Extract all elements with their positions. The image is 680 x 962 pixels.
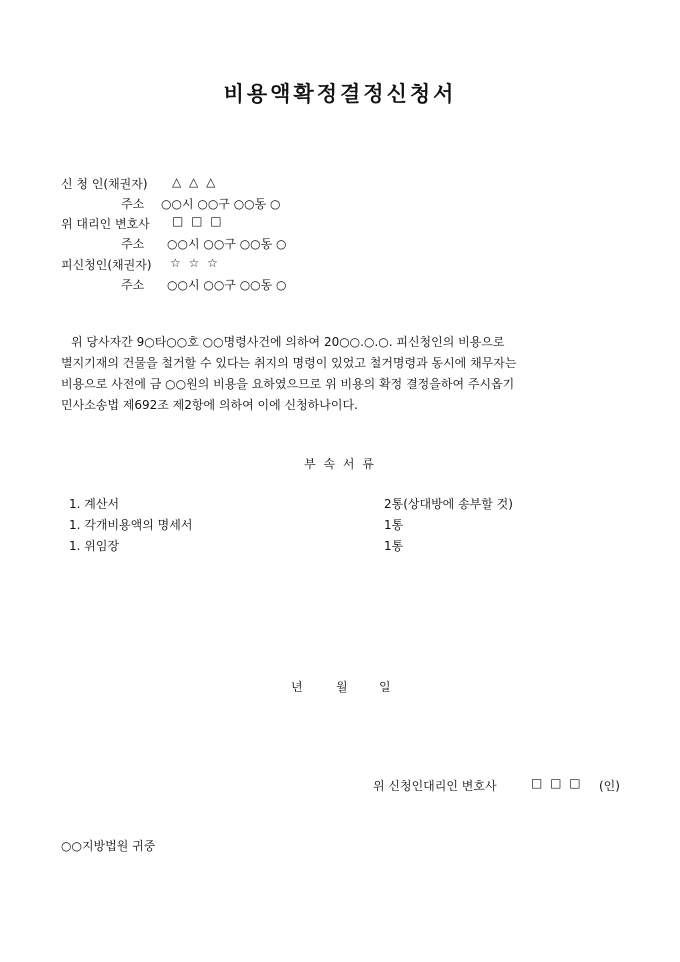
body-line-1: 위 당사자간 9○타○○호 ○○명령사건에 의하여 20○○.○.○. 피신청인의 비용으로 <box>71 335 505 349</box>
body-line-3: 비용으로 사전에 금 ○○원의 비용을 요하였으므로 위 비용의 확정 결정을하여 주시옵기 <box>61 377 515 391</box>
agent-address: ○○시 ○○구 ○○동 ○ <box>167 237 287 251</box>
court-addressee: ○○지방법원 귀중 <box>61 839 156 853</box>
attachment-item-2-name: 1. 각개비용액의 명세서 <box>69 518 193 532</box>
applicant-name: △ △ △ <box>172 175 218 189</box>
body-line-2: 별지기재의 건물을 철거할 수 있다는 취지의 명령이 있었고 철거명령과 동시에 채무자는 <box>61 356 517 370</box>
respondent-name: ☆ ☆ ☆ <box>170 256 220 270</box>
date-day: 일 <box>379 680 391 694</box>
attachment-item-1-qty: 2통(상대방에 송부할 것) <box>384 497 513 511</box>
respondent-address: ○○시 ○○구 ○○동 ○ <box>167 278 287 292</box>
signature-label: 위 신청인대리인 변호사 <box>373 779 497 793</box>
agent-label: 위 대리인 변호사 <box>61 217 150 231</box>
attachment-item-3-name: 1. 위임장 <box>69 539 120 553</box>
applicant-address: ○○시 ○○구 ○○동 ○ <box>161 197 281 211</box>
signature-seal: (인) <box>599 779 620 793</box>
respondent-label: 피신청인(채권자) <box>61 258 152 272</box>
body-line-4: 민사소송법 제692조 제2항에 의하여 이에 신청하나이다. <box>61 398 358 412</box>
signature-name: □ □ □ <box>531 776 583 790</box>
attachments-heading: 부 속 서 류 <box>304 457 376 471</box>
date-year: 년 <box>291 680 303 694</box>
applicant-label: 신 청 인(채권자) <box>61 177 148 191</box>
agent-name: □ □ □ <box>172 214 224 228</box>
document-title: 비용액확정결정신청서 <box>223 81 457 106</box>
respondent-address-label: 주소 <box>121 278 145 292</box>
attachment-item-2-qty: 1통 <box>384 518 404 532</box>
agent-address-label: 주소 <box>121 237 145 251</box>
date-month: 월 <box>336 680 348 694</box>
attachment-item-1-name: 1. 계산서 <box>69 497 120 511</box>
attachment-item-3-qty: 1통 <box>384 539 404 553</box>
applicant-address-label: 주소 <box>121 197 145 211</box>
